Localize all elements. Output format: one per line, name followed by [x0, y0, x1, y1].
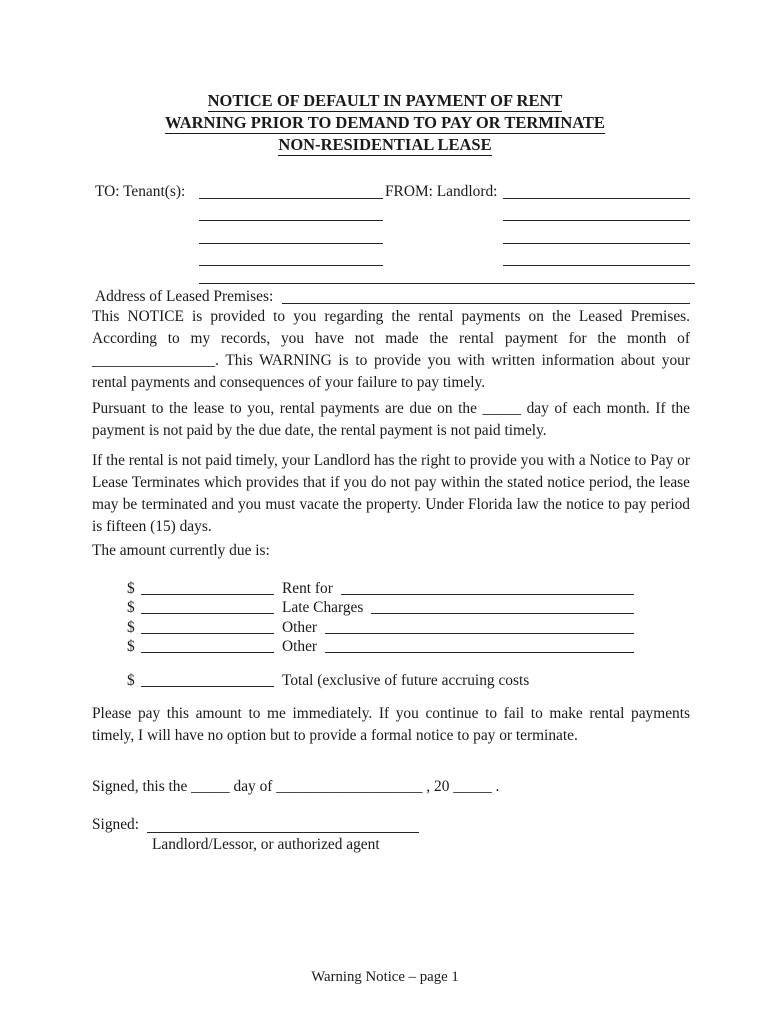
amount-line-total[interactable] [141, 686, 274, 687]
to-label: TO: Tenant(s): [95, 182, 186, 200]
amount-line-other-1[interactable] [141, 633, 274, 634]
amount-label-late-charges: Late Charges [282, 599, 364, 617]
signed-label: Signed: [92, 816, 140, 833]
amount-row-total [92, 669, 634, 689]
landlord-name-line-4[interactable] [503, 265, 690, 266]
notice-intro-paragraph: This NOTICE is provided to you regarding the rental payments on the Leased Premises. According to my records, you have not made the rental payment for the month of ________________. This WARNING is to provide you with written information about your rental payments and consequences of your failure to pay timely. [92, 308, 690, 391]
tenant-name-line-2[interactable] [199, 220, 383, 221]
landlord-name-line-1[interactable] [503, 198, 690, 199]
tenant-name-line-3[interactable] [199, 243, 383, 244]
address-line[interactable] [282, 303, 690, 304]
amount-row-other-1 [92, 616, 634, 636]
to-from-grid [95, 178, 690, 268]
signed-date-line: Signed, this the _____ day of ___________________ , 20 _____ . [92, 778, 500, 795]
amount-rows [92, 577, 634, 689]
address-label: Address of Leased Premises: [95, 288, 274, 305]
amount-desc-line-other-1[interactable] [325, 633, 634, 634]
amount-label-other-2: Other [282, 638, 318, 656]
dollar-sign: $ [127, 638, 135, 656]
title-line-2 [0, 112, 770, 134]
amount-line-other-2[interactable] [141, 652, 274, 653]
from-label: FROM: Landlord: [385, 182, 498, 200]
page-footer: Warning Notice – page 1 [311, 969, 459, 985]
tenant-name-line-4[interactable] [199, 265, 383, 266]
document-title [0, 90, 770, 156]
title-line-1 [0, 90, 770, 112]
amount-label-total: Total (exclusive of future accruing costs [282, 671, 530, 689]
recipients-section [95, 178, 690, 304]
dollar-sign: $ [127, 599, 135, 617]
tenant-name-line-1[interactable] [199, 198, 383, 199]
tenant-landlord-line-5[interactable] [199, 283, 695, 284]
signature-line[interactable] [147, 832, 419, 833]
amount-desc-line-rent[interactable] [341, 594, 634, 595]
amounts-heading: The amount currently due is: [92, 542, 270, 559]
amount-desc-line-other-2[interactable] [325, 652, 634, 653]
signature-row [92, 815, 512, 833]
amount-label-other-1: Other [282, 618, 318, 636]
nonpayment-consequences-paragraph: If the rental is not paid timely, your Landlord has the right to provide you with a Notice to Pay or Lease Terminates which provides that if you do not pay within the stated notice period, the lease may be terminated and you must vacate the property. Under Florida law the notice to pay period is fifteen (15) days. [92, 452, 690, 535]
amount-desc-line-late-charges[interactable] [371, 613, 634, 614]
title-line-3 [0, 134, 770, 156]
amount-row-rent [92, 577, 634, 597]
signature-block [92, 815, 512, 853]
amount-label-rent: Rent for [282, 579, 333, 597]
amounts-section [92, 542, 634, 689]
title-line-1-text: NOTICE OF DEFAULT IN PAYMENT OF RENT [207, 91, 563, 110]
signer-caption: Landlord/Lessor, or authorized agent [152, 836, 380, 853]
amount-row-late-charges [92, 597, 634, 617]
pay-request-paragraph: Please pay this amount to me immediately. If you continue to fail to make rental payments timely, I will have no option but to provide a formal notice to pay or terminate. [92, 705, 690, 744]
dollar-sign: $ [127, 618, 135, 636]
dollar-sign: $ [127, 671, 135, 689]
amount-line-late-charges[interactable] [141, 613, 274, 614]
amount-row-other-2 [92, 636, 634, 656]
extra-name-row [95, 268, 690, 286]
title-line-3-text: NON-RESIDENTIAL LEASE [278, 135, 492, 154]
title-line-2-text: WARNING PRIOR TO DEMAND TO PAY OR TERMINATE [165, 113, 605, 132]
address-row [95, 290, 690, 304]
amount-line-rent[interactable] [141, 594, 274, 595]
landlord-name-line-2[interactable] [503, 220, 690, 221]
dollar-sign: $ [127, 579, 135, 597]
due-terms-paragraph: Pursuant to the lease to you, rental payments are due on the _____ day of each month. If the payment is not paid by the due date, the rental payment is not paid timely. [92, 400, 690, 439]
landlord-name-line-3[interactable] [503, 243, 690, 244]
